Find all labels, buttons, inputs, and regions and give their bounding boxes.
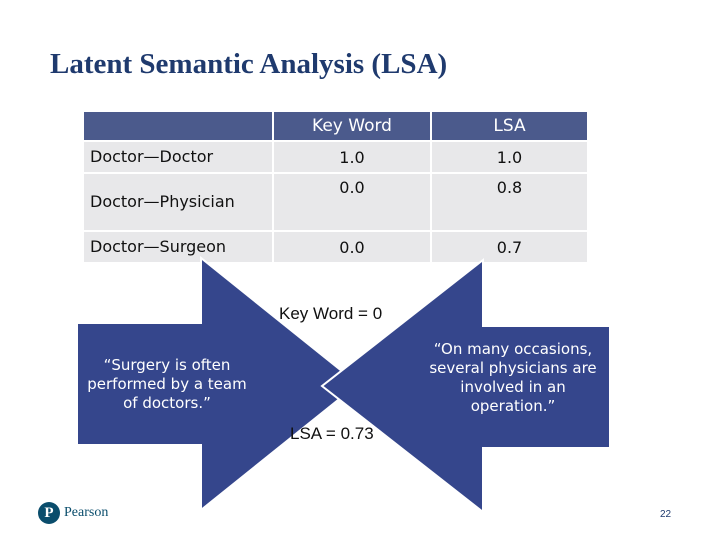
page-title: Latent Semantic Analysis (LSA) (50, 48, 448, 80)
row-key-word-value: 0.0 (273, 173, 431, 231)
pearson-logo (38, 502, 108, 524)
lsa-score-label: LSA = 0.73 (290, 424, 374, 443)
key-word-score-label: Key Word = 0 (279, 304, 383, 323)
column-header-lsa: LSA (431, 111, 588, 141)
page-number: 22 (660, 509, 672, 520)
left-sentence-text: “Surgery is often performed by a team of doctors.” (87, 356, 247, 412)
column-header-key-word: Key Word (273, 111, 431, 141)
row-pair-label: Doctor—Physician (83, 173, 273, 231)
row-lsa-value: 0.8 (431, 173, 588, 231)
pearson-logo-icon: P (38, 502, 60, 524)
right-sentence-text: “On many occasions, several physicians are involved in an operation.” (429, 340, 597, 415)
row-pair-label: Doctor—Doctor (83, 141, 273, 173)
row-lsa-value: 1.0 (431, 141, 588, 173)
row-key-word-value: 1.0 (273, 141, 431, 173)
row-lsa-value: 0.7 (431, 231, 588, 263)
row-pair-label: Doctor—Surgeon (83, 231, 273, 263)
pearson-logo-text: Pearson (64, 505, 109, 520)
row-key-word-value: 0.0 (273, 231, 431, 263)
